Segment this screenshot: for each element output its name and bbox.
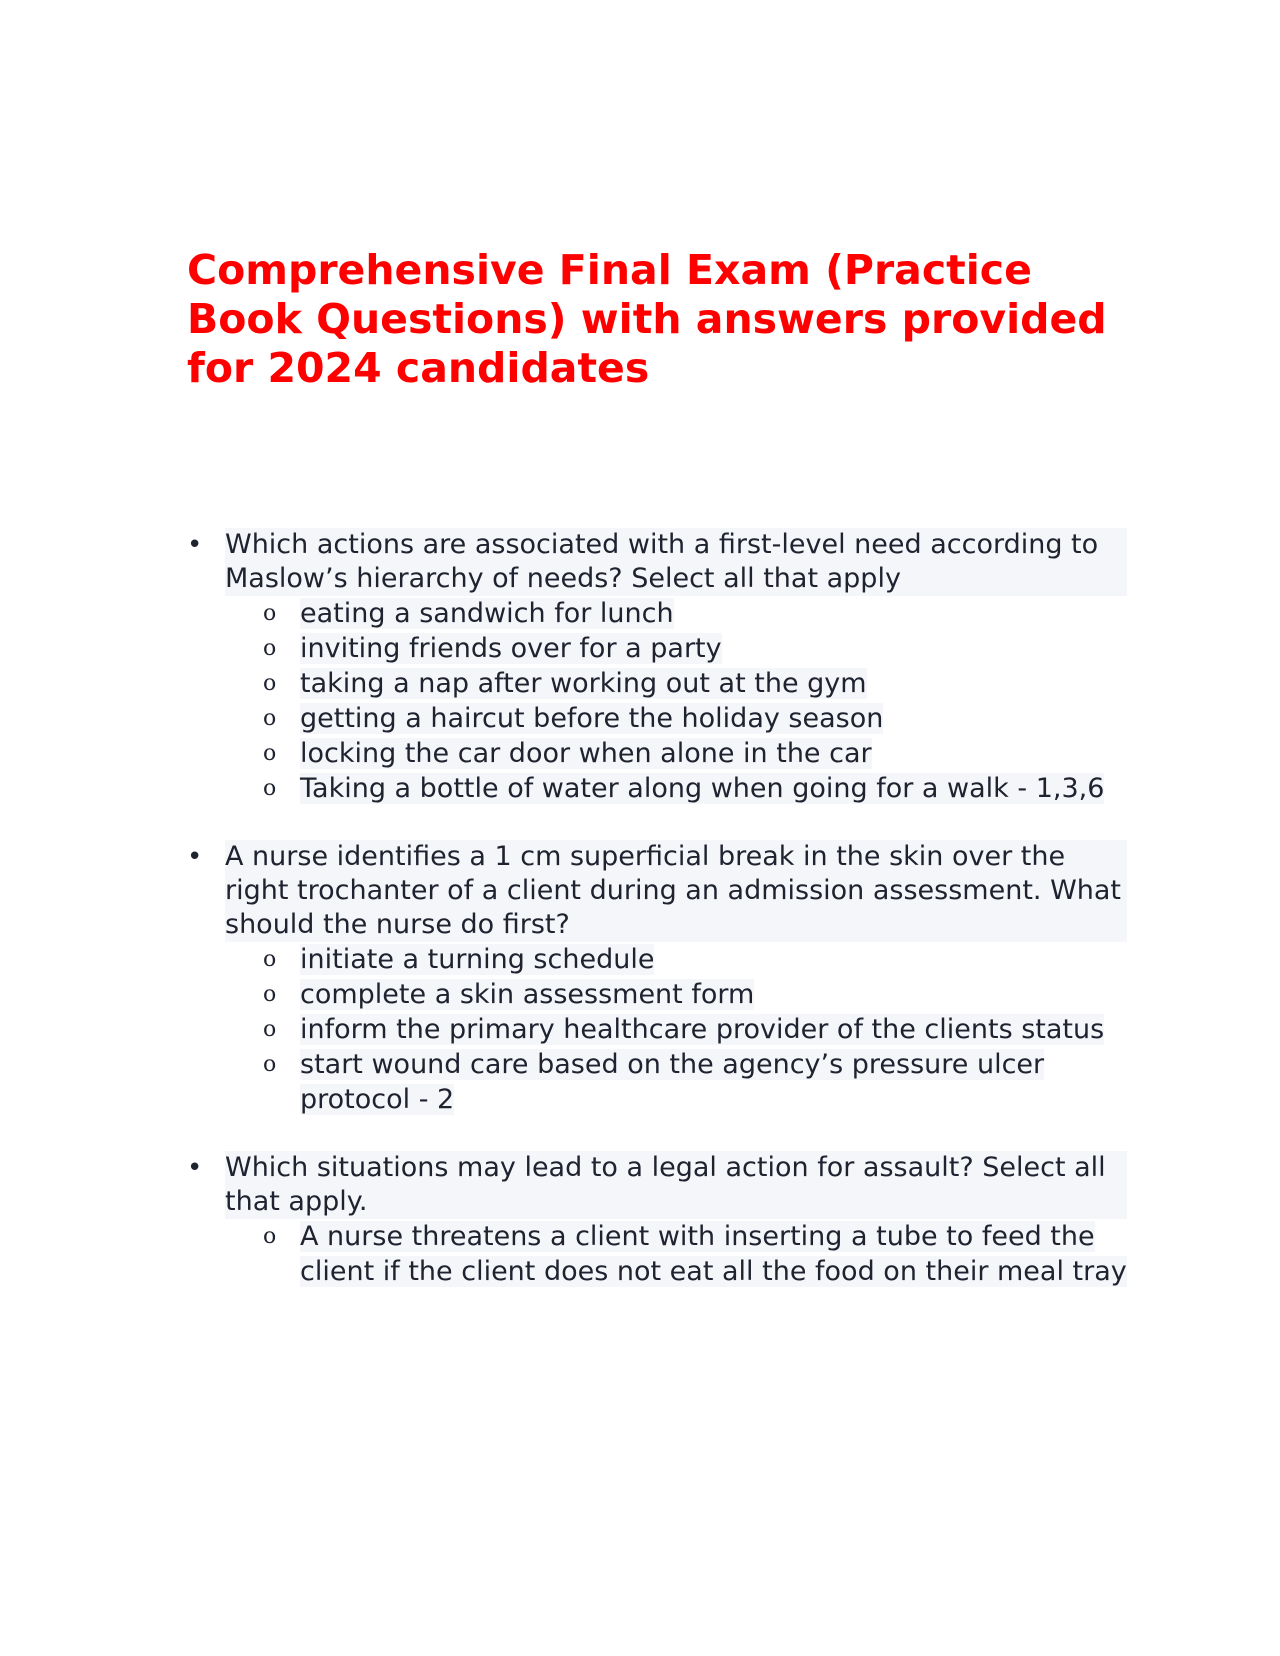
option-list bbox=[225, 1219, 1127, 1289]
option-marker: o bbox=[263, 1224, 277, 1249]
option-marker: o bbox=[263, 947, 277, 972]
option-marker: o bbox=[263, 1052, 277, 1077]
option-item bbox=[225, 977, 1127, 1012]
option-marker: o bbox=[263, 1017, 277, 1042]
option-text: inform the primary healthcare provider of the clients status bbox=[300, 1014, 1105, 1045]
option-marker: o bbox=[263, 741, 277, 766]
option-text: Taking a bottle of water along when going for a walk - 1,3,6 bbox=[300, 773, 1105, 804]
option-text: complete a skin assessment form bbox=[300, 979, 755, 1010]
option-text: getting a haircut before the holiday season bbox=[300, 703, 884, 734]
question-item bbox=[187, 528, 1127, 806]
option-list bbox=[225, 942, 1127, 1117]
question-text: Which situations may lead to a legal action for assault? Select all that apply. bbox=[225, 1151, 1127, 1219]
bullet-icon: • bbox=[187, 1153, 203, 1183]
question-item bbox=[187, 840, 1127, 1117]
option-item bbox=[225, 666, 1127, 701]
option-item bbox=[225, 596, 1127, 631]
option-item bbox=[225, 1219, 1127, 1289]
option-text: eating a sandwich for lunch bbox=[300, 598, 674, 629]
option-item bbox=[225, 771, 1127, 806]
option-text: start wound care based on the agency’s pressure ulcer protocol - 2 bbox=[300, 1049, 1045, 1115]
option-item bbox=[225, 1012, 1127, 1047]
question-item bbox=[187, 1151, 1127, 1289]
option-marker: o bbox=[263, 706, 277, 731]
option-list bbox=[225, 596, 1127, 806]
option-marker: o bbox=[263, 776, 277, 801]
question-text: A nurse identifies a 1 cm superficial break in the skin over the right trochanter of a client during an admission assessment. What should the nurse do first? bbox=[225, 840, 1127, 942]
option-marker: o bbox=[263, 982, 277, 1007]
option-marker: o bbox=[263, 601, 277, 626]
option-text: taking a nap after working out at the gym bbox=[300, 668, 867, 699]
option-text: initiate a turning schedule bbox=[300, 944, 655, 975]
option-text: A nurse threatens a client with inserting a tube to feed the client if the client does not eat all the food on their meal tray bbox=[300, 1221, 1127, 1287]
option-item bbox=[225, 942, 1127, 977]
option-item bbox=[225, 631, 1127, 666]
option-item bbox=[225, 1047, 1127, 1117]
option-marker: o bbox=[263, 671, 277, 696]
option-text: inviting friends over for a party bbox=[300, 633, 722, 664]
option-marker: o bbox=[263, 636, 277, 661]
question-text: Which actions are associated with a first-level need according to Maslow’s hierarchy of needs? Select all that apply bbox=[225, 528, 1127, 596]
option-text: locking the car door when alone in the car bbox=[300, 738, 872, 769]
option-item bbox=[225, 736, 1127, 771]
bullet-icon: • bbox=[187, 530, 203, 560]
question-list bbox=[187, 528, 1127, 1323]
option-item bbox=[225, 701, 1127, 736]
document-title: Comprehensive Final Exam (Practice Book Questions) with answers provided for 2024 candidates bbox=[187, 246, 1107, 392]
bullet-icon: • bbox=[187, 842, 203, 872]
